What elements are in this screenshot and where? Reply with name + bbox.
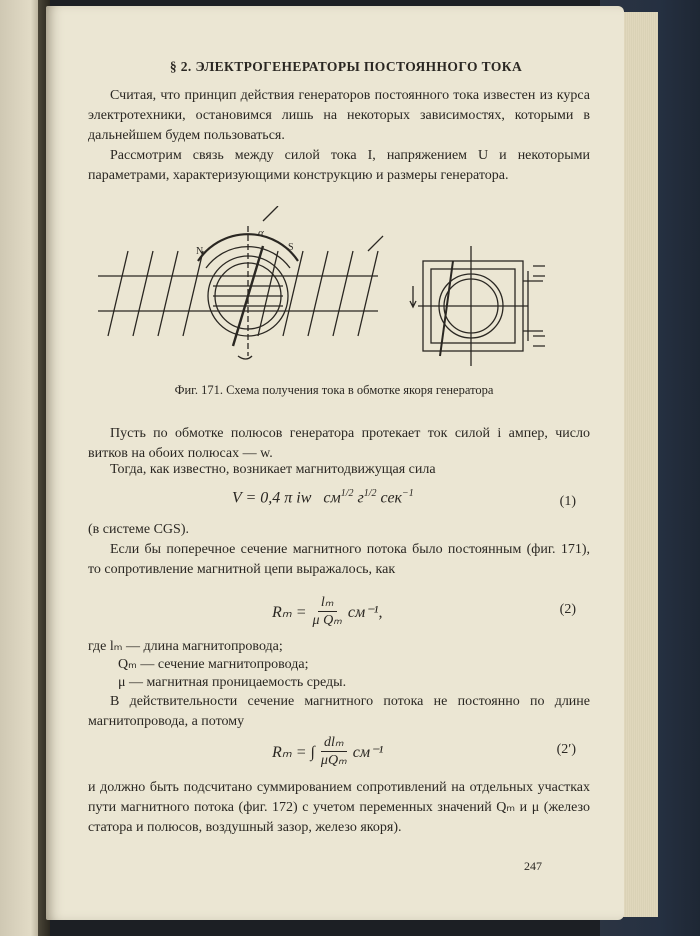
book-page xyxy=(46,6,624,920)
paragraph-1: Считая, что принцип действия генераторов постоянного тока известен из курса электротехники, остановимся лишь на некоторых зависимостях, которыми в дальнейшем будем пользоваться. xyxy=(88,88,590,143)
equation-number-2: (2) xyxy=(559,602,576,617)
formula-1 xyxy=(232,488,414,507)
equation-number-1: (1) xyxy=(559,494,576,509)
formula-3-unit: см⁻¹ xyxy=(352,743,384,761)
definition-2: Qₘ — сечение магнитопровода; xyxy=(118,657,309,672)
formula-1-units2: г xyxy=(357,489,364,507)
formula-1-exp3: −1 xyxy=(402,488,414,499)
section-heading: § 2. ЭЛЕКТРОГЕНЕРАТОРЫ ПОСТОЯННОГО ТОКА xyxy=(169,59,523,74)
paragraph-6: Если бы поперечное сечение магнитного потока было постоянным (фиг. 171), то сопротивление магнитной цепи выражалось, как xyxy=(88,542,590,577)
page-number: 247 xyxy=(524,859,542,873)
formula-2-fraction xyxy=(313,594,342,629)
paragraph-7: В действительности сечение магнитного потока не постоянно по длине магнитопровода, а потому xyxy=(88,694,590,729)
formula-3-numerator: dlₘ xyxy=(321,734,347,752)
formula-2-numerator: lₘ xyxy=(318,594,337,612)
paragraph-2: Рассмотрим связь между силой тока I, напряжением U и некоторыми параметрами, характеризующими конструкцию и размеры генератора. xyxy=(88,148,590,183)
formula-2-lhs: Rₘ = xyxy=(272,603,307,621)
formula-2 xyxy=(272,594,382,629)
formula-3-denominator: μQₘ xyxy=(320,753,347,768)
figure-label-alpha: α xyxy=(258,227,264,239)
formula-3 xyxy=(272,734,383,769)
formula-2-denominator: μ Qₘ xyxy=(312,613,342,628)
definition-1: где lₘ — длина магнитопровода; xyxy=(88,639,283,654)
figure-caption: Фиг. 171. Схема получения тока в обмотке якоря генератора xyxy=(174,383,494,397)
paragraph-3: Пусть по обмотке полюсов генератора протекает ток силой i ампер, число витков на обоих полюсах — w. xyxy=(88,426,590,461)
figure-label-s: S xyxy=(288,242,294,253)
definition-3: μ — магнитная проницаемость среды. xyxy=(118,675,347,690)
paragraph-8: и должно быть подсчитано суммированием сопротивлений на отдельных участках пути магнитного потока (фиг. 172) с учетом переменных значений Qₘ и μ (железо статора и полюсов, воздушный зазор, железо якоря). xyxy=(88,780,590,835)
figure-171-diagram xyxy=(88,206,548,376)
formula-1-units3: сек xyxy=(380,489,403,507)
definitions-list xyxy=(88,638,588,692)
formula-1-exp2: 1/2 xyxy=(363,488,377,499)
formula-3-lhs: Rₘ = ∫ xyxy=(272,743,315,761)
formula-1-units: см xyxy=(323,489,341,507)
paragraph-5: (в системе CGS). xyxy=(88,522,189,537)
figure-label-n: N xyxy=(196,246,204,257)
formula-1-main: V = 0,4 π iw xyxy=(232,489,312,507)
paragraph-4: Тогда, как известно, возникает магнитодвижущая сила xyxy=(110,462,436,477)
formula-1-exp1: 1/2 xyxy=(340,488,354,499)
formula-3-fraction xyxy=(321,734,347,769)
equation-number-2-prime: (2′) xyxy=(556,742,576,757)
formula-2-unit: см⁻¹, xyxy=(347,603,383,621)
